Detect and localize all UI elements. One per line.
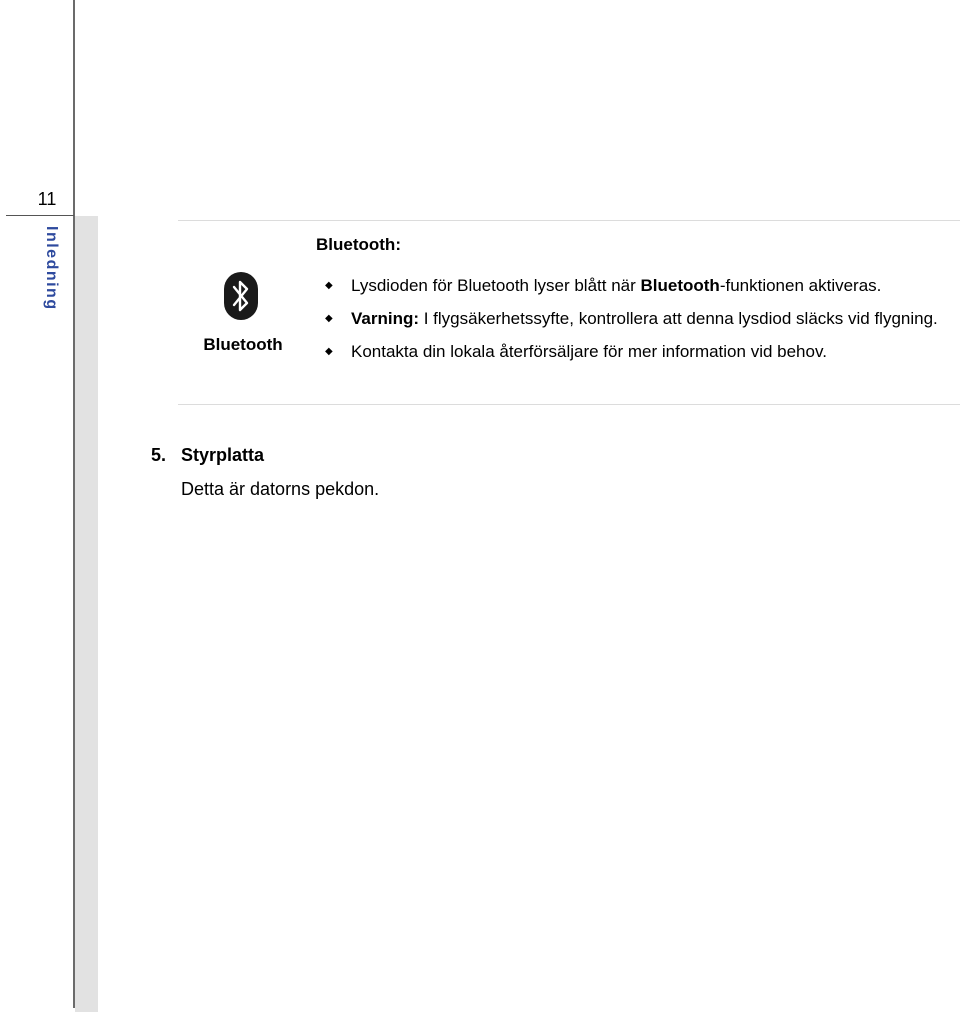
description-list: [325, 269, 945, 368]
section-body: Detta är datorns pekdon.: [181, 479, 380, 499]
box-top-rule: [178, 220, 960, 221]
section-number: 5.: [151, 445, 167, 465]
item-text: I flygsäkerhetssyfte, kontrollera att denna lysdiod släcks vid flygning.: [419, 309, 938, 328]
diamond-bullet-icon: ◆: [325, 280, 333, 291]
box-bottom-rule: [178, 404, 960, 405]
section-heading: [151, 445, 264, 466]
bluetooth-icon: [223, 271, 259, 321]
item-text: Kontakta din lokala återförsäljare för mer information vid behov.: [351, 342, 827, 361]
section-title: Styrplatta: [181, 445, 265, 465]
indicator-caption: Bluetooth: [203, 335, 283, 354]
list-item: [325, 269, 945, 302]
list-item: [325, 302, 945, 335]
diamond-bullet-icon: ◆: [325, 346, 333, 357]
section-tab: Inledning: [43, 226, 60, 311]
diamond-bullet-icon: ◆: [325, 313, 333, 324]
item-text: Lysdioden för Bluetooth lyser blått när: [351, 276, 641, 295]
item-text: -funktionen aktiveras.: [719, 276, 882, 295]
side-band: [75, 216, 98, 1012]
page-number: 11: [37, 189, 57, 209]
description-heading: Bluetooth:: [316, 235, 401, 254]
list-item: [325, 335, 945, 368]
item-bold-text: Bluetooth: [640, 276, 720, 295]
page-number-rule: [6, 215, 74, 216]
item-bold-text: Varning:: [351, 309, 420, 328]
